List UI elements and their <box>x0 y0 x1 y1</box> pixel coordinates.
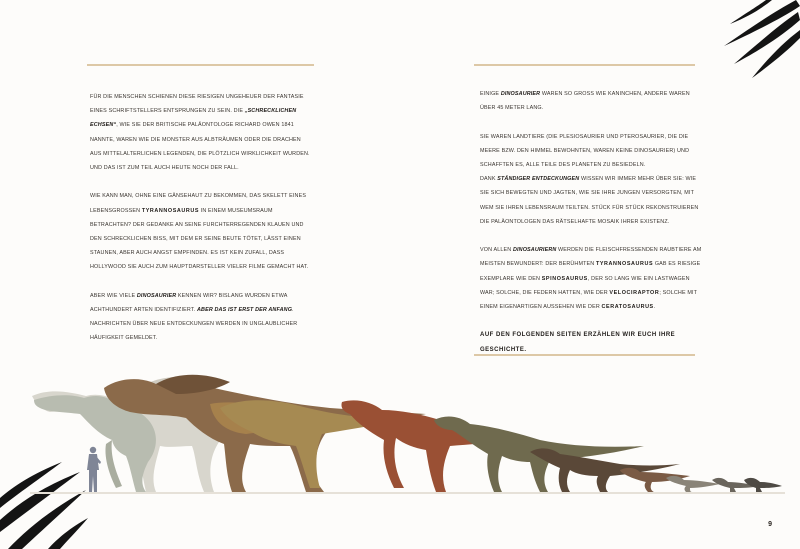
right-top-rule <box>474 64 695 66</box>
page-number: 9 <box>768 521 772 528</box>
left-paragraph-3: ABER WIE VIELE DINOSAURIER KENNEN WIR? BISLANG WURDEN ETWA ACHTHUNDERT ARTEN IDENTIFIZIERT. ABER DAS IST ERST DER ANFANG. NACHRICHTEN ÜBER NEUE ENTDECKUNGEN WERDEN IN UNGLAUBLICHER HÄUFIGKEIT GEMELDET. <box>90 292 298 342</box>
right-paragraph-4: VON ALLEN DINOSAURIERN WERDEN DIE FLEISCHFRESSENDEN RAUBTIERE AM MEISTEN BEWUNDERT: DER BERÜHMTEN TYRANNOSAURUS GAB ES RIESIGE EXEMPLARE WIE DEN SPINOSAURUS, DER SO LANG WIE EIN LASTWAGEN WAR; SOLCHE, DIE FEDERN HATTEN, WIE DER VELOCIRAPTOR; SOLCHE MIT EINEM EIGENARTIGEN AUSSEHEN WIE DER CERATOSAURUS. <box>480 247 702 311</box>
left-column <box>90 90 310 360</box>
highlight-velociraptor: VELOCIRAPTOR <box>609 289 660 296</box>
right-column <box>480 87 702 371</box>
highlight-spinosaurus: SPINOSAURUS <box>541 275 588 282</box>
right-paragraph-3: DANK STÄNDIGER ENTDECKUNGEN WISSEN WIR IMMER MEHR ÜBER SIE: WIE SIE SICH BEWEGTEN UND JAGTEN, WIE SIE IHRE JUNGEN VERSORGTEN, MIT WEM SIE IHREN LEBENSRAUM TEILTEN. STÜCK FÜR STÜCK REKONSTRUIEREN DIE PALÄONTOLOGEN DAS RÄTSELHAFTE MOSAIK IHRER EXISTENZ. <box>480 176 699 225</box>
emphasis: STÄNDIGER ENTDECKUNGEN <box>497 176 580 183</box>
closing-line: AUF DEN FOLGENDEN SEITEN ERZÄHLEN WIR EUCH IHRE GESCHICHTE. <box>480 332 676 353</box>
claw-scratch-icon <box>712 0 800 80</box>
left-paragraph-2: WIE KANN MAN, OHNE EINE GÄNSEHAUT ZU BEKOMMEN, DAS SKELETT EINES LEBENSGROSSEN TYRANNOSAURUS IN EINEM MUSEUMSRAUM BETRACHTEN? DER GEDANKE AN SEINE FURCHTERREGENDEN KLAUEN UND DEN SCHRECKLICHEN BISS, MIT DEM ER SEINE BEUTE TÖTET, LÄSST EINEN STAUNEN, ABER AUCH ANGST EMPFINDEN. ES IST KEIN ZUFALL, DASS HOLLYWOOD SIE AUCH ZUM HAUPTDARSTELLER VIELER FILME GEMACHT HAT. <box>90 193 309 271</box>
right-paragraph-1: EINIGE DINOSAURIER WAREN SO GROSS WIE KANINCHEN, ANDERE WAREN ÜBER 45 METER LANG. <box>480 91 690 112</box>
emphasis: DINOSAURIER <box>500 91 541 97</box>
highlight-ceratosaurus: CERATOSAURUS <box>601 304 654 311</box>
right-paragraph-2: SIE WAREN LANDTIERE (DIE PLESIOSAURIER UND PTEROSAURIER, DIE DIE MEERE BZW. DEN HIMMEL BEWOHNTEN, WAREN KEINE DINOSAURIER) UND SCHAFFTEN ES, ALLE TEILE DES PLANETEN ZU BESIEDELN. <box>480 133 690 168</box>
emphasis: „SCHRECKLICHEN ECHSEN“ <box>90 108 297 129</box>
highlight-tyrannosaurus: TYRANNOSAURUS <box>595 261 654 268</box>
left-paragraph-1: FÜR DIE MENSCHEN SCHIENEN DIESE RIESIGEN UNGEHEUER DER FANTASIE EINES SCHRIFTSTELLERS ENTSPRUNGEN ZU SEIN. DIE „SCHRECKLICHEN ECHSEN“, WIE SIE DER BRITISCHE PALÄONTOLOGE RICHARD OWEN 1841 NANNTE, WAREN WIE DIE MONSTER AUS ALBTRÄUMEN ODER DIE DRACHEN AUS MITTELALTERLICHEN LEGENDEN, DIE PLÖTZLICH WIRKLICHKEIT WURDEN. UND DAS IST ZUM TEIL AUCH HEUTE NOCH DER FALL. <box>90 94 310 172</box>
emphasis: ABER DAS IST ERST DER ANFANG <box>196 307 293 314</box>
highlight-tyrannosaurus: TYRANNOSAURUS <box>141 207 200 214</box>
emphasis: DINOSAURIERN <box>512 247 557 254</box>
left-top-rule <box>87 64 314 66</box>
human-silhouette-icon <box>87 447 101 492</box>
dinosaur-lineup-illustration <box>0 355 800 505</box>
emphasis: DINOSAURIER <box>136 292 177 299</box>
